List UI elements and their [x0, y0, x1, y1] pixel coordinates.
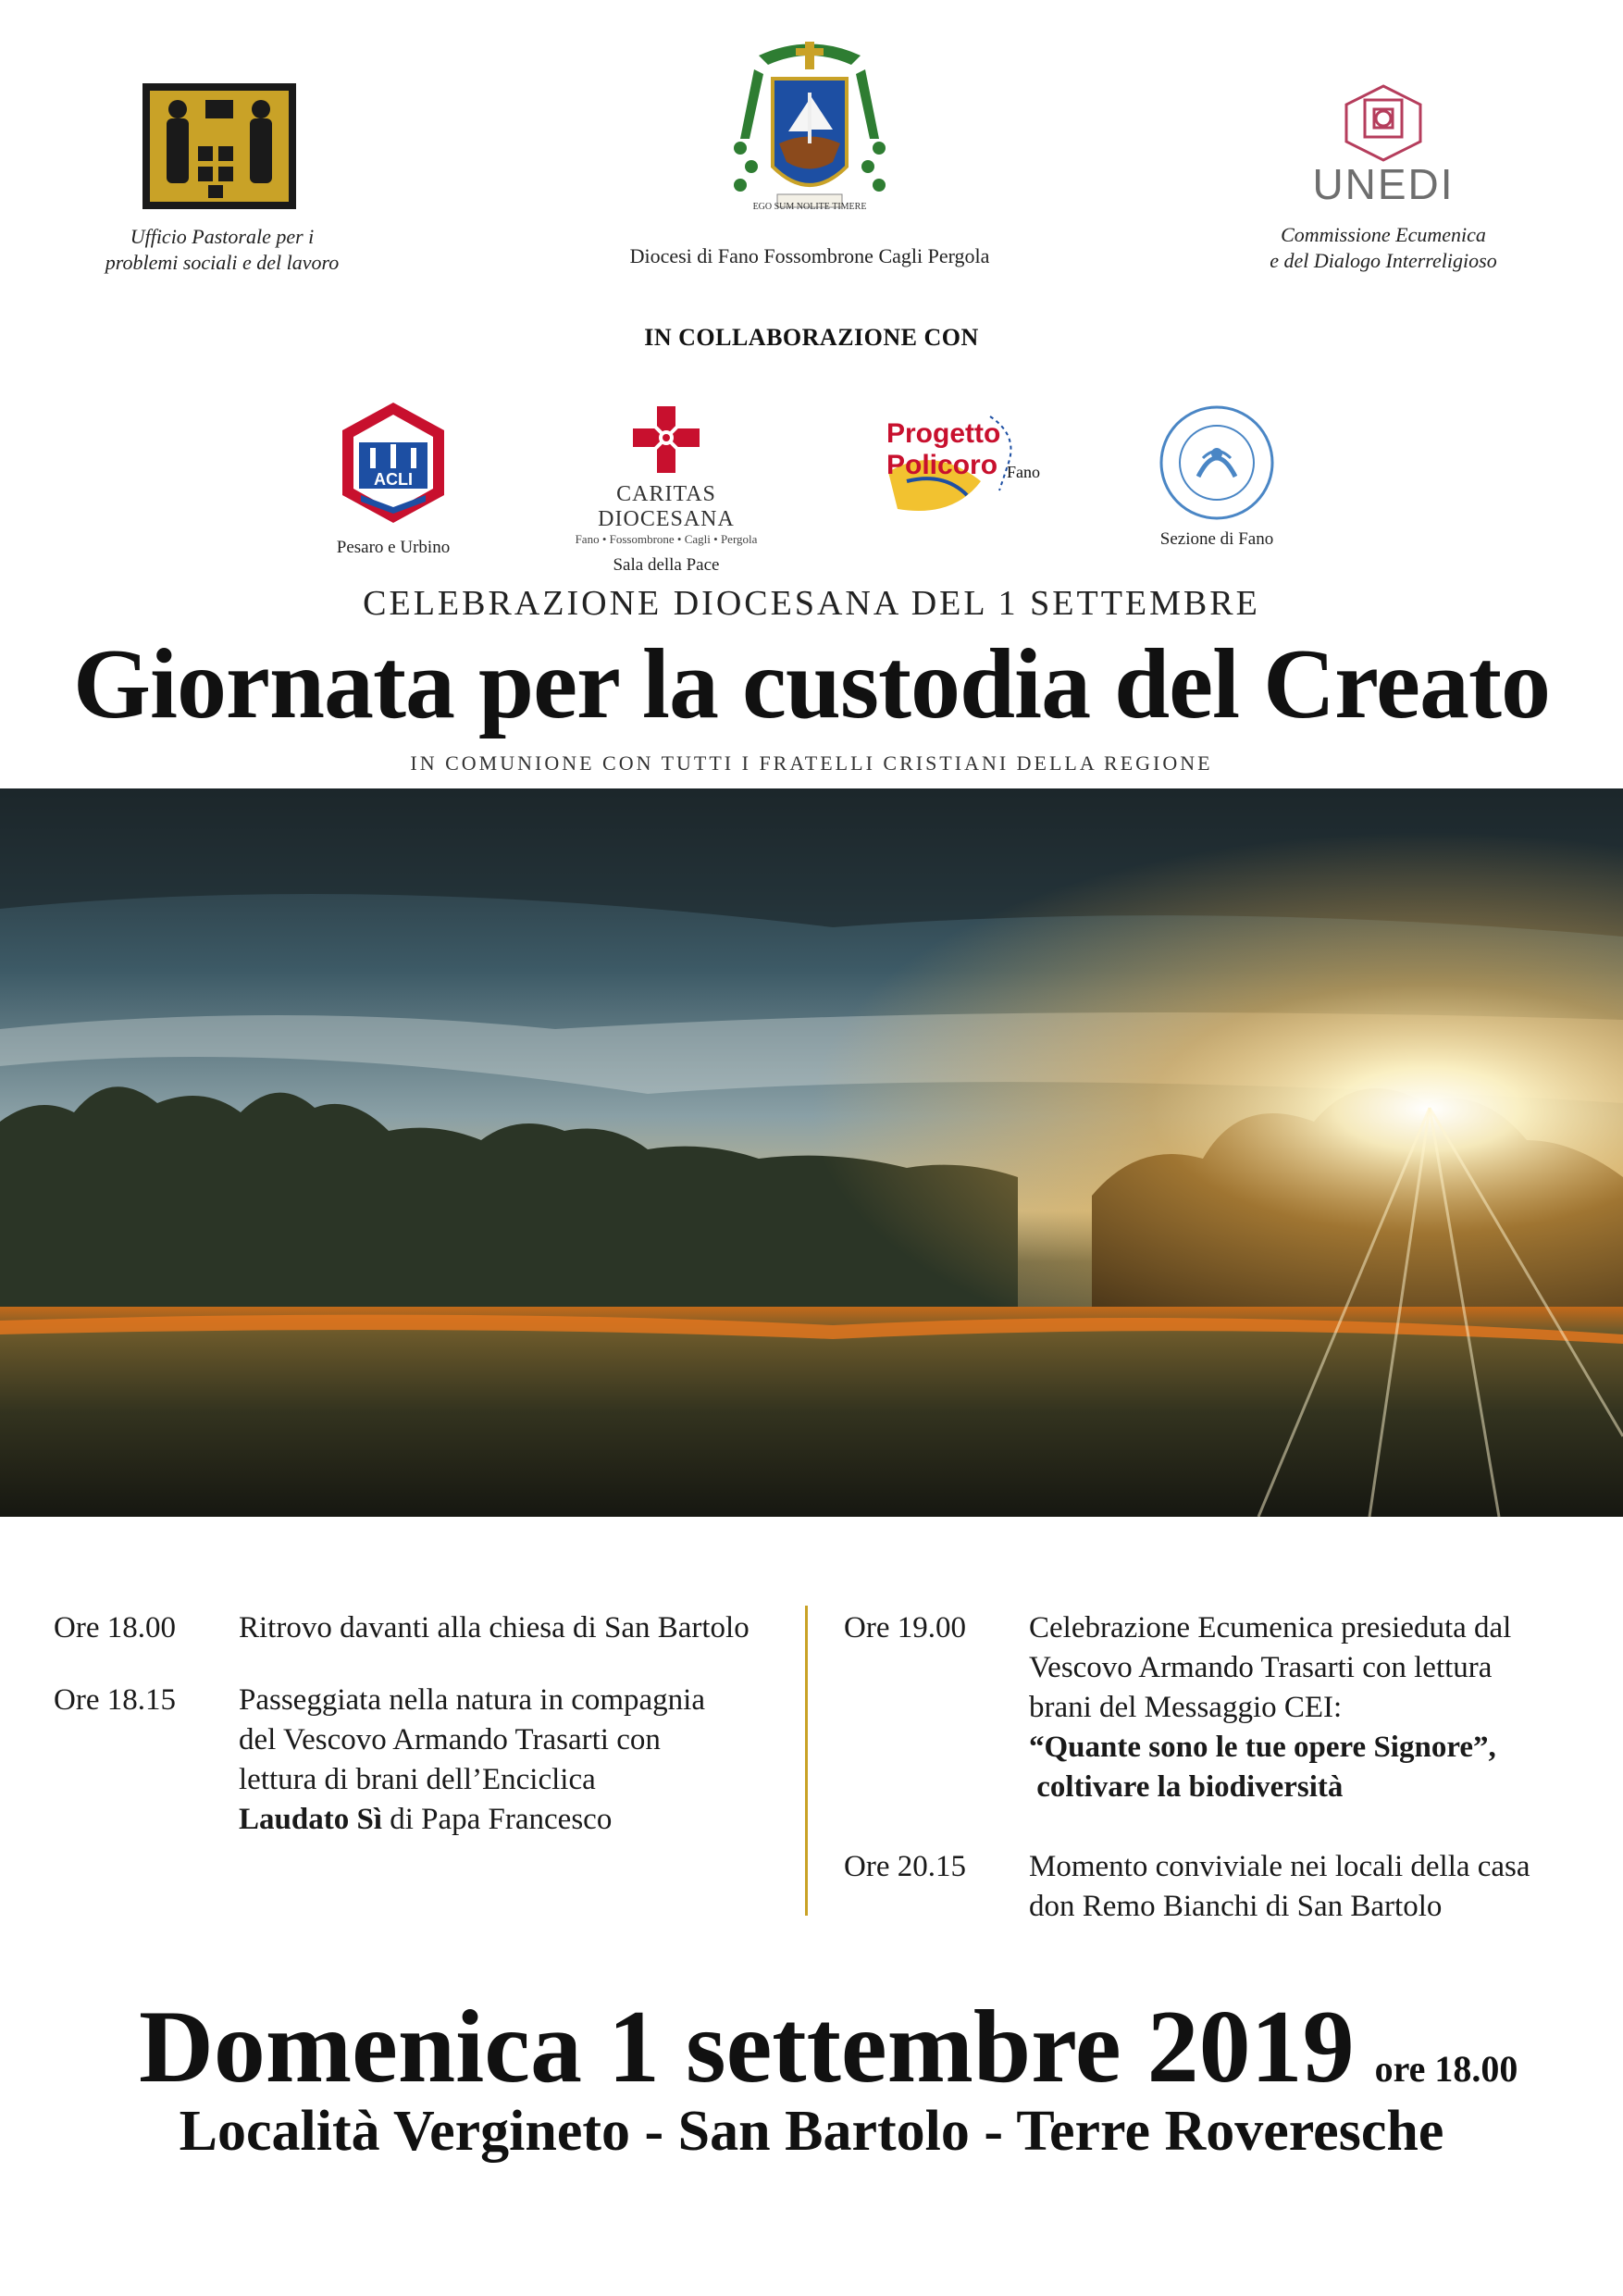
- sunset-field-photo: [0, 788, 1623, 1517]
- schedule-desc: [239, 1681, 705, 1840]
- svg-text:Progetto: Progetto: [886, 418, 1001, 449]
- header-center-logo-block: [592, 37, 1027, 269]
- partner-caritas: [555, 403, 777, 577]
- ucid-seal-logo: [1157, 403, 1277, 523]
- schedule-line: del Vescovo Armando Trasarti con: [239, 1723, 661, 1756]
- svg-text:ACLI: ACLI: [374, 470, 413, 489]
- acli-caption: Pesaro e Urbino: [336, 538, 451, 557]
- schedule-line: lettura di brani dell’Enciclica: [239, 1763, 596, 1796]
- schedule-line: Momento conviviale nei locali della casa: [1029, 1850, 1530, 1883]
- cei-message-title: “Quante sono le tue opere Signore”,: [1029, 1731, 1496, 1764]
- caritas-caption: Sala della Pace: [613, 555, 720, 575]
- schedule-item: [54, 1608, 794, 1648]
- schedule-line: Ritrovo davanti alla chiesa di San Bartolo: [239, 1611, 750, 1644]
- schedule-time: Ore 19.00: [844, 1611, 966, 1644]
- schedule-item: [844, 1608, 1603, 1807]
- schedule-line: [239, 1800, 705, 1840]
- schedule-divider: [805, 1606, 808, 1916]
- coat-of-arms-motto: EGO SUM NOLITE TIMERE: [752, 202, 867, 212]
- schedule-time: Ore 18.00: [54, 1611, 176, 1644]
- left-logo-caption-line2: problemi sociali e del lavoro: [105, 251, 340, 274]
- event-date-row: [139, 1988, 1527, 2107]
- schedule-desc: [1029, 1608, 1511, 1807]
- schedule-line: Vescovo Armando Trasarti con lettura: [1029, 1651, 1493, 1684]
- schedule-desc: [1029, 1847, 1530, 1927]
- policoro-side-label: Fano: [1007, 463, 1040, 481]
- caritas-cross-logo: [629, 403, 703, 477]
- right-logo-caption-line2: e del Dialogo Interreligioso: [1270, 249, 1497, 272]
- unedi-cube-logo: [1332, 81, 1434, 165]
- saints-engraving-logo: [141, 81, 298, 211]
- schedule-desc: [239, 1608, 750, 1648]
- event-place: Località Vergineto - San Bartolo - Terre Roveresche: [179, 2100, 1444, 2163]
- cei-message-subtitle: coltivare la biodiversità: [1029, 1770, 1344, 1804]
- svg-text:Policoro: Policoro: [886, 450, 998, 480]
- partner-acli: [315, 398, 472, 559]
- event-date: Domenica 1 settembre 2019: [139, 1990, 1355, 2104]
- schedule-line: Celebrazione Ecumenica presieduta dal: [1029, 1611, 1512, 1644]
- schedule-line: Passeggiata nella natura in compagnia: [239, 1683, 705, 1717]
- encyclical-title: Laudato Sì: [239, 1803, 382, 1836]
- partner-policoro: [879, 407, 1064, 527]
- schedule-time: Ore 18.15: [54, 1683, 176, 1717]
- unedi-logo-text: UNEDI: [1312, 160, 1455, 208]
- event-title: Giornata per la custodia del Creato: [73, 629, 1550, 739]
- partner-ucid: [1138, 403, 1295, 551]
- collaboration-label: IN COLLABORAZIONE CON: [644, 324, 979, 351]
- schedule-item: [844, 1847, 1603, 1927]
- caritas-sub: Fano • Fossombrone • Cagli • Pergola: [575, 532, 758, 546]
- schedule-line-tail: di Papa Francesco: [381, 1803, 613, 1836]
- ucid-caption: Sezione di Fano: [1159, 529, 1274, 549]
- acli-logo: [333, 398, 453, 527]
- caritas-name: CARITAS DIOCESANA: [598, 482, 735, 531]
- right-logo-caption-line1: Commissione Ecumenica: [1281, 223, 1486, 246]
- header-left-logo-block: [93, 81, 352, 276]
- schedule-time: Ore 20.15: [844, 1850, 966, 1883]
- event-subtitle: IN COMUNIONE CON TUTTI I FRATELLI CRISTIANI DELLA REGIONE: [410, 751, 1213, 775]
- schedule-right: [844, 1608, 1603, 1927]
- bishop-coat-of-arms-icon: [722, 37, 898, 222]
- event-time: ore 18.00: [1374, 2048, 1518, 2090]
- schedule-line: brani del Messaggio CEI:: [1029, 1691, 1343, 1724]
- event-kicker: CELEBRAZIONE DIOCESANA DEL 1 SETTEMBRE: [363, 584, 1260, 623]
- left-logo-caption-line1: Ufficio Pastorale per i: [130, 225, 315, 248]
- header-right-logo-block: [1231, 81, 1536, 274]
- schedule-line: don Remo Bianchi di San Bartolo: [1029, 1890, 1443, 1923]
- center-logo-caption: Diocesi di Fano Fossombrone Cagli Pergola: [629, 244, 990, 267]
- schedule-item: [54, 1681, 794, 1840]
- schedule-left: [54, 1608, 794, 1840]
